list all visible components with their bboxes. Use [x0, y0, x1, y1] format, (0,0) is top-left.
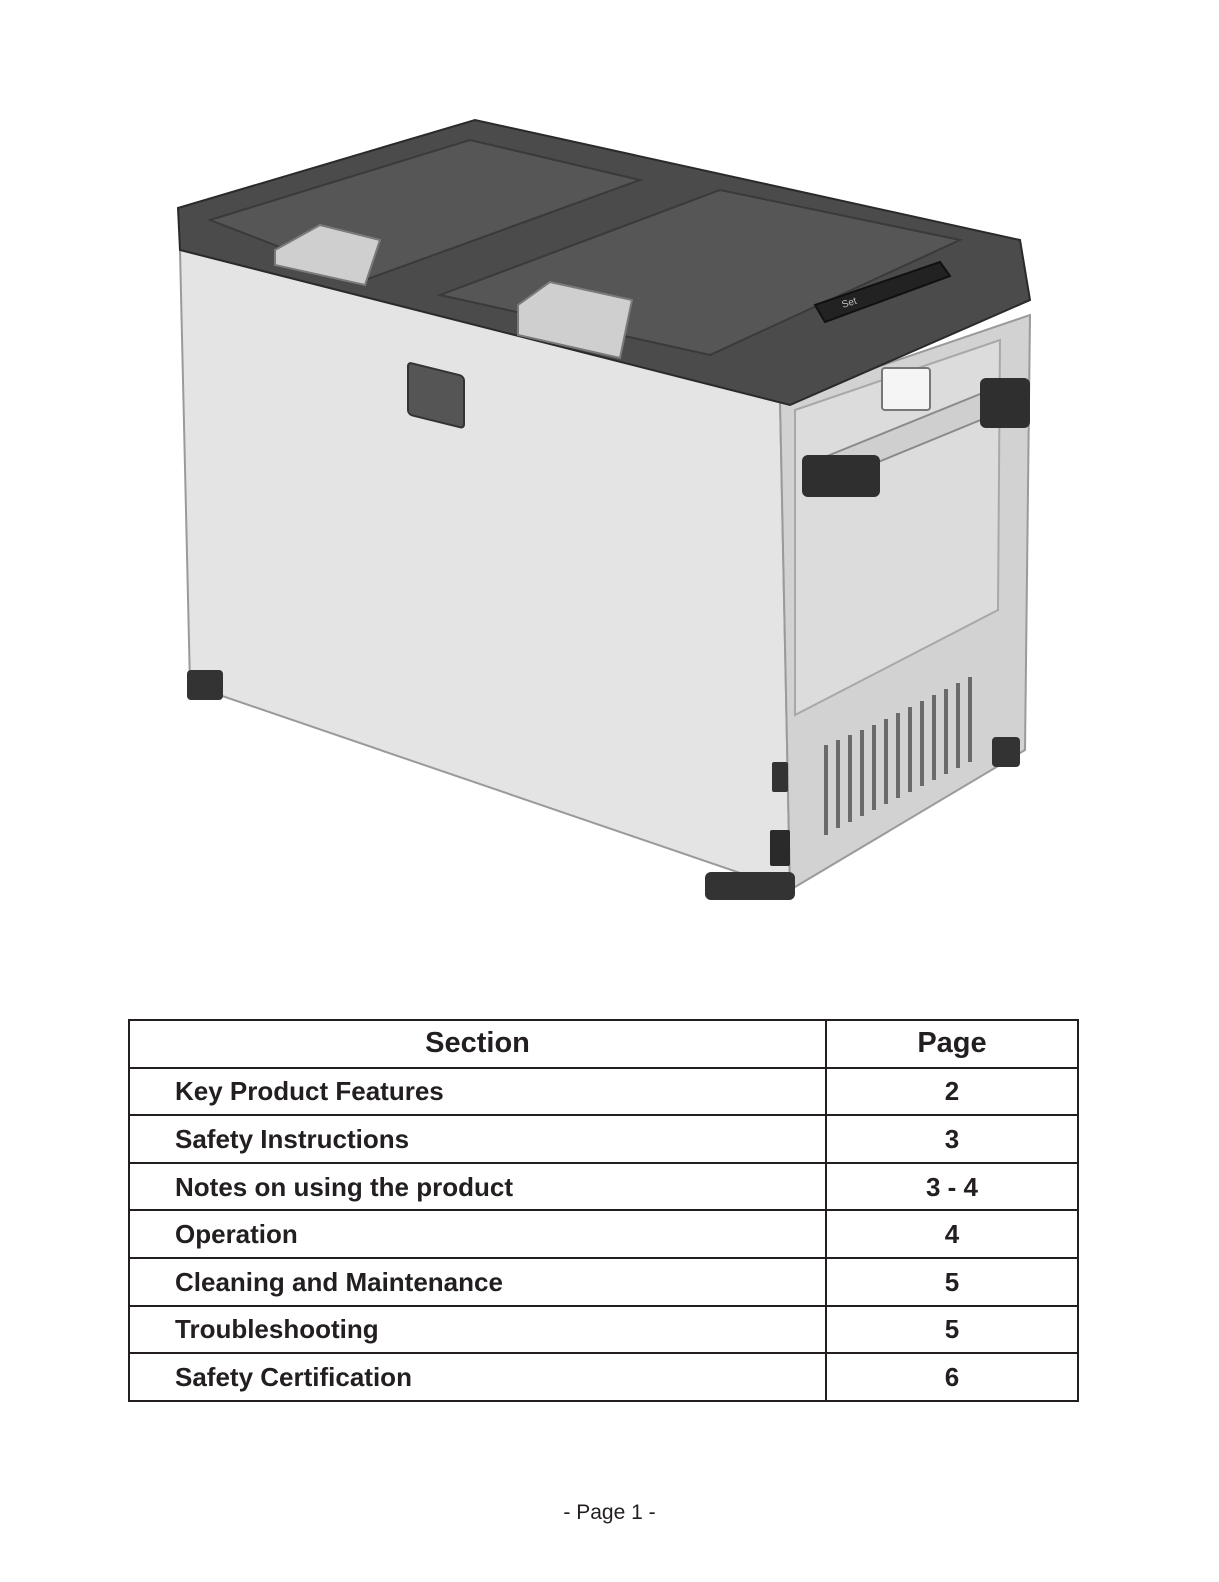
foot-front-left: [187, 670, 223, 700]
table-row: [129, 1258, 1078, 1306]
toc-header-section: Section: [129, 1020, 826, 1068]
foot-back-right: [992, 737, 1020, 767]
toc-section-cell: Key Product Features: [129, 1068, 826, 1116]
toc-page-cell: 5: [826, 1258, 1078, 1306]
toc-page-cell: 2: [826, 1068, 1078, 1116]
power-socket-top: [772, 762, 788, 792]
toc-section-cell: Safety Certification: [129, 1353, 826, 1401]
table-row: [129, 1306, 1078, 1354]
toc-page-cell: 3 - 4: [826, 1163, 1078, 1211]
side-brand-badge: [882, 368, 930, 410]
product-image: [150, 100, 1050, 920]
toc-page-cell: 6: [826, 1353, 1078, 1401]
side-handle-grip-right: [980, 378, 1030, 428]
table-row: [129, 1210, 1078, 1258]
table-of-contents: [128, 1019, 1079, 1402]
toc-section-cell: Operation: [129, 1210, 826, 1258]
toc-section-cell: Notes on using the product: [129, 1163, 826, 1211]
side-handle-grip-left: [802, 455, 880, 497]
control-panel-label: Set: [840, 295, 859, 311]
toc-header-row: [129, 1020, 1078, 1068]
toc-page-cell: 4: [826, 1210, 1078, 1258]
foot-front-right: [705, 872, 795, 900]
toc-header-page: Page: [826, 1020, 1078, 1068]
toc-page-cell: 5: [826, 1306, 1078, 1354]
toc-page-cell: 3: [826, 1115, 1078, 1163]
table-row: [129, 1068, 1078, 1116]
table-row: [129, 1353, 1078, 1401]
toc-section-cell: Troubleshooting: [129, 1306, 826, 1354]
table-row: [129, 1115, 1078, 1163]
table-row: [129, 1163, 1078, 1211]
toc-section-cell: Cleaning and Maintenance: [129, 1258, 826, 1306]
page-number: - Page 1 -: [563, 1501, 656, 1524]
toc-section-cell: Safety Instructions: [129, 1115, 826, 1163]
power-socket-bottom: [770, 830, 790, 866]
